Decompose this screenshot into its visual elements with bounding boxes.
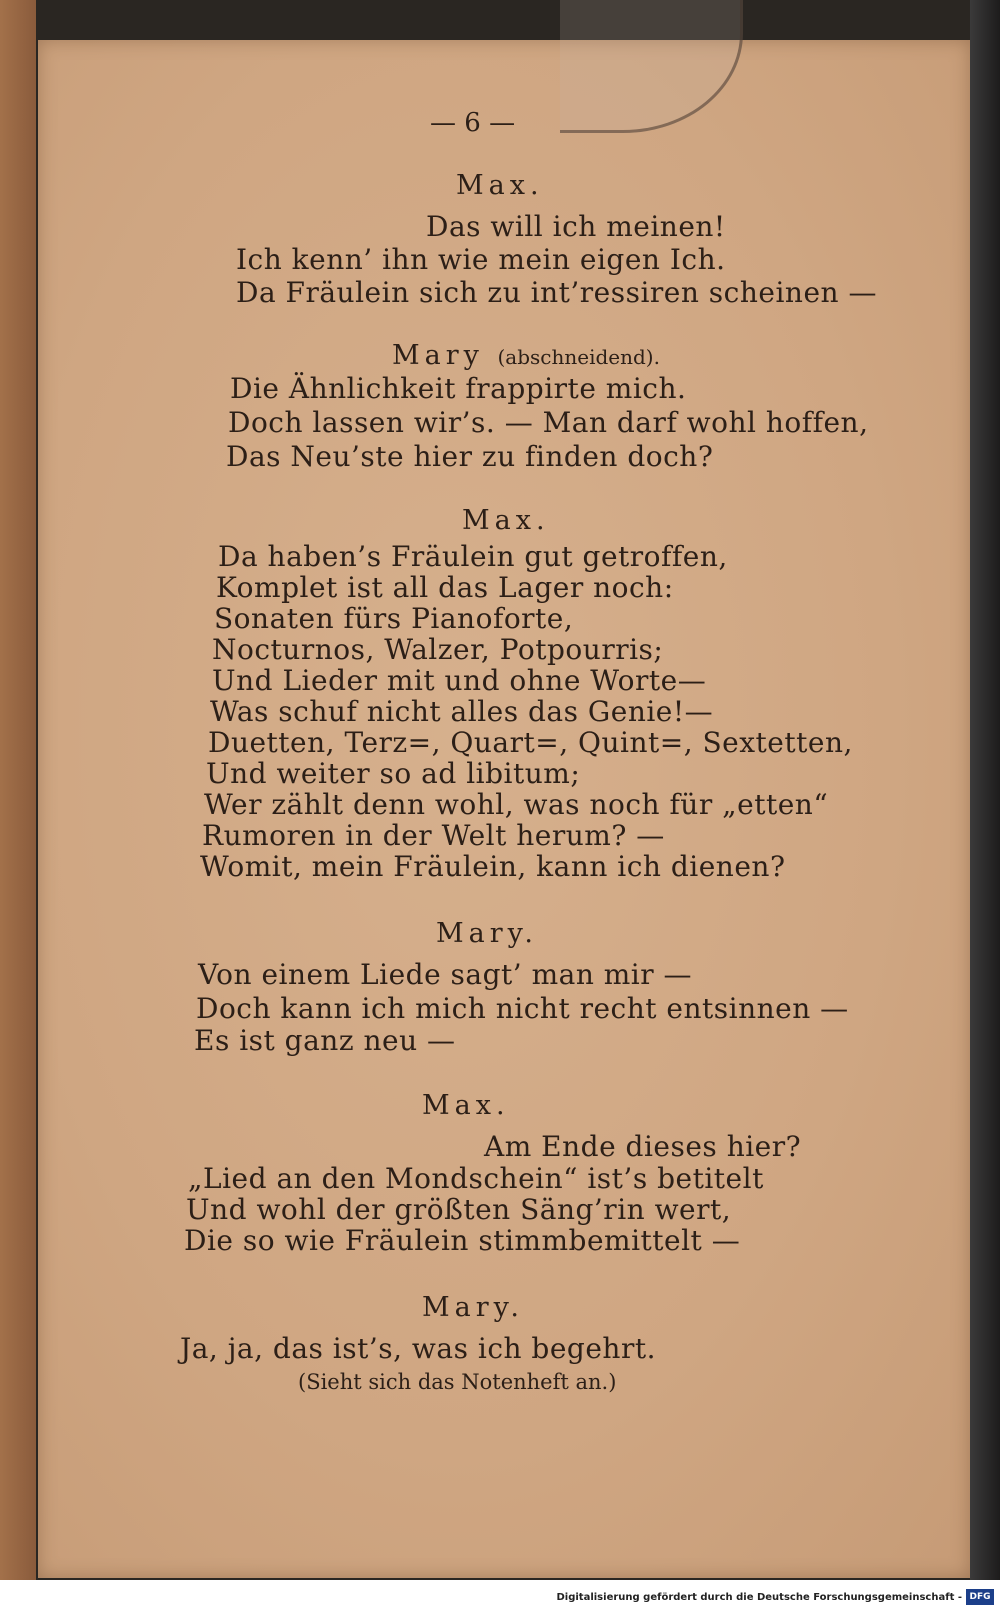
speaker-mary xyxy=(392,340,660,371)
verse-line: Und weiter so ad libitum; xyxy=(206,757,581,790)
verse-line: Und Lieder mit und ohne Worte— xyxy=(212,664,707,697)
digitization-footer xyxy=(0,1580,1000,1618)
book-spine xyxy=(970,0,1000,1580)
speaker-name: Mary xyxy=(392,340,484,371)
verse-line: Da Fräulein sich zu int’ressiren scheinen — xyxy=(236,276,877,309)
speaker-max: Max. xyxy=(462,505,550,536)
verse-line: Da haben’s Fräulein gut getroffen, xyxy=(218,540,728,573)
verse-line: Wer zählt denn wohl, was noch für „etten“ xyxy=(204,788,829,821)
verse-line: Von einem Liede sagt’ man mir — xyxy=(198,958,693,991)
verse-line: Was schuf nicht alles das Genie!— xyxy=(210,695,714,728)
verse-line: Doch kann ich mich nicht recht entsinnen — xyxy=(196,992,849,1025)
verse-line: Und wohl der größten Säng’rin wert, xyxy=(186,1193,732,1226)
dfg-logo: DFG xyxy=(966,1589,994,1605)
verse-line: Das Neu’ste hier zu finden doch? xyxy=(226,440,714,473)
facing-page-edge xyxy=(0,0,36,1580)
speaker-mary: Mary. xyxy=(436,918,538,949)
verse-line: Die Ähnlichkeit frappirte mich. xyxy=(230,372,687,405)
speaker-mary: Mary. xyxy=(422,1292,524,1323)
verse-line: Duetten, Terz=, Quart=, Quint=, Sextetten, xyxy=(208,726,853,759)
page-number: — 6 — xyxy=(430,108,516,138)
stage-direction: (Sieht sich das Notenheft an.) xyxy=(298,1370,617,1394)
verse-line: Ja, ja, das ist’s, was ich begehrt. xyxy=(180,1332,656,1365)
verse-line: Doch lassen wir’s. — Man darf wohl hoffen, xyxy=(228,406,869,439)
verse-line: „Lied an den Mondschein“ ist’s betitelt xyxy=(188,1162,764,1195)
verse-line: Sonaten fürs Pianoforte, xyxy=(214,602,574,635)
verse-line: Am Ende dieses hier? xyxy=(484,1130,802,1163)
verse-line: Womit, mein Fräulein, kann ich dienen? xyxy=(200,850,786,883)
speaker-max: Max. xyxy=(456,170,544,201)
verse-line: Nocturnos, Walzer, Potpourris; xyxy=(212,633,664,666)
verse-line: Es ist ganz neu — xyxy=(194,1024,456,1057)
stage-direction: (abschneidend). xyxy=(497,345,660,369)
verse-line: Rumoren in der Welt herum? — xyxy=(202,819,665,852)
verse-line: Komplet ist all das Lager noch: xyxy=(216,571,674,604)
verse-line: Die so wie Fräulein stimmbemittelt — xyxy=(184,1224,741,1257)
footer-credit: Digitalisierung gefördert durch die Deutsche Forschungsgemeinschaft - xyxy=(556,1592,962,1603)
speaker-max: Max. xyxy=(422,1090,510,1121)
verse-line: Ich kenn’ ihn wie mein eigen Ich. xyxy=(236,243,726,276)
verse-line: Das will ich meinen! xyxy=(426,210,726,243)
